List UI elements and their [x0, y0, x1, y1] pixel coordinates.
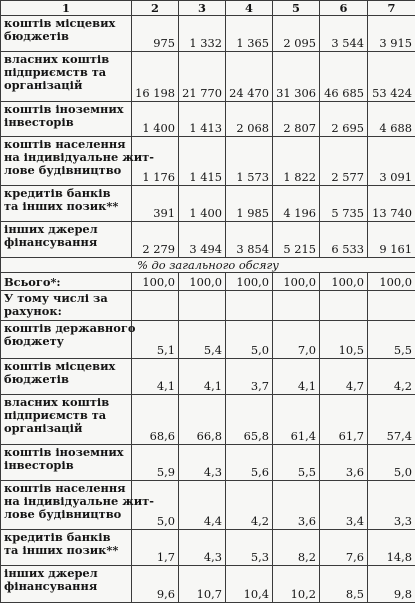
value-cell: 5 215 — [273, 222, 320, 258]
value-cell: 4,3 — [179, 445, 226, 481]
value-cell: 14,8 — [368, 530, 415, 566]
total-value: 100,0 — [132, 273, 179, 291]
value-cell: 68,6 — [132, 395, 179, 445]
value-cell: 10,2 — [273, 566, 320, 603]
value-cell: 4,2 — [226, 481, 273, 530]
value-cell: 3,7 — [226, 359, 273, 395]
value-cell: 13 740 — [368, 186, 415, 222]
value-cell: 5,9 — [132, 445, 179, 481]
value-cell: 9 161 — [368, 222, 415, 258]
value-cell: 975 — [132, 16, 179, 52]
value-cell: 5,4 — [179, 321, 226, 359]
empty-cell — [368, 291, 415, 321]
value-cell: 53 424 — [368, 52, 415, 102]
value-cell: 4,3 — [179, 530, 226, 566]
table-row — [1, 16, 415, 52]
row-label-line: кредитів банків — [4, 530, 111, 544]
row-label — [1, 566, 132, 603]
value-cell: 3 494 — [179, 222, 226, 258]
row-label-line: коштів іноземних — [4, 102, 124, 116]
value-cell: 5,0 — [226, 321, 273, 359]
percent-subheader: % до загального обсягу — [1, 258, 415, 273]
value-cell: 4,4 — [179, 481, 226, 530]
value-cell: 5,0 — [368, 445, 415, 481]
value-cell: 10,5 — [320, 321, 368, 359]
row-label-line: лове будівництво — [4, 507, 121, 521]
value-cell: 24 470 — [226, 52, 273, 102]
empty-cell — [179, 291, 226, 321]
row-label — [1, 16, 132, 52]
value-cell: 5,0 — [132, 481, 179, 530]
value-cell: 1 176 — [132, 137, 179, 186]
total-value: 100,0 — [179, 273, 226, 291]
value-cell: 391 — [132, 186, 179, 222]
value-cell: 10,4 — [226, 566, 273, 603]
value-cell: 21 770 — [179, 52, 226, 102]
table-row — [1, 566, 415, 603]
row-label-line: фінансування — [4, 579, 97, 593]
value-cell: 2 068 — [226, 102, 273, 137]
row-label — [1, 359, 132, 395]
value-cell: 3,6 — [273, 481, 320, 530]
value-cell: 8,2 — [273, 530, 320, 566]
value-cell: 57,4 — [368, 395, 415, 445]
value-cell: 4,1 — [132, 359, 179, 395]
row-label-line: організацій — [4, 421, 82, 435]
row-label-line: власних коштів — [4, 395, 109, 409]
row-label-line: бюджетів — [4, 372, 69, 386]
empty-cell — [320, 291, 368, 321]
value-cell: 7,0 — [273, 321, 320, 359]
row-label-line: підприємств та — [4, 408, 106, 422]
total-row — [1, 273, 415, 291]
table-row — [1, 186, 415, 222]
column-number: 3 — [179, 1, 226, 16]
value-cell: 1 332 — [179, 16, 226, 52]
value-cell: 2 095 — [273, 16, 320, 52]
table-row — [1, 102, 415, 137]
row-label-line: кредитів банків — [4, 186, 111, 200]
total-value: 100,0 — [226, 273, 273, 291]
table-row — [1, 481, 415, 530]
value-cell: 1 573 — [226, 137, 273, 186]
row-label-line: У тому числі за — [4, 291, 108, 305]
value-cell: 3,3 — [368, 481, 415, 530]
value-cell: 3 544 — [320, 16, 368, 52]
value-cell: 2 807 — [273, 102, 320, 137]
column-number: 2 — [132, 1, 179, 16]
column-number: 4 — [226, 1, 273, 16]
row-label-line: інвесторів — [4, 458, 74, 472]
value-cell: 4,7 — [320, 359, 368, 395]
total-value: 100,0 — [368, 273, 415, 291]
column-number: 1 — [1, 1, 132, 16]
value-cell: 7,6 — [320, 530, 368, 566]
row-label — [1, 102, 132, 137]
value-cell: 5,6 — [226, 445, 273, 481]
value-cell: 8,5 — [320, 566, 368, 603]
value-cell: 3,4 — [320, 481, 368, 530]
total-label: Всього*: — [1, 273, 132, 291]
value-cell: 66,8 — [179, 395, 226, 445]
row-label-line: на індивідуальне жит- — [4, 494, 154, 508]
column-number: 7 — [368, 1, 415, 16]
row-label — [1, 481, 132, 530]
including-row — [1, 291, 415, 321]
value-cell: 1 400 — [179, 186, 226, 222]
value-cell: 31 306 — [273, 52, 320, 102]
row-label — [1, 186, 132, 222]
table-row — [1, 222, 415, 258]
row-label-line: підприємств та — [4, 65, 106, 79]
row-label-line: інших джерел — [4, 222, 98, 236]
row-label-line: коштів державного — [4, 321, 135, 335]
value-cell: 61,7 — [320, 395, 368, 445]
percent-subheader-row — [1, 258, 415, 273]
value-cell: 6 533 — [320, 222, 368, 258]
table-row — [1, 395, 415, 445]
value-cell: 5,3 — [226, 530, 273, 566]
empty-cell — [273, 291, 320, 321]
value-cell: 4,2 — [368, 359, 415, 395]
value-cell: 1 822 — [273, 137, 320, 186]
table-row — [1, 445, 415, 481]
row-label-line: власних коштів — [4, 52, 109, 66]
value-cell: 2 279 — [132, 222, 179, 258]
row-label — [1, 52, 132, 102]
table-row — [1, 530, 415, 566]
row-label-line: коштів місцевих — [4, 359, 115, 373]
row-label — [1, 321, 132, 359]
table-row — [1, 52, 415, 102]
empty-cell — [226, 291, 273, 321]
table-row — [1, 321, 415, 359]
value-cell: 5,5 — [273, 445, 320, 481]
value-cell: 46 685 — [320, 52, 368, 102]
row-label — [1, 445, 132, 481]
row-label-line: рахунок: — [4, 304, 62, 318]
row-label-line: організацій — [4, 78, 82, 92]
row-label-line: лове будівництво — [4, 163, 121, 177]
row-label-line: коштів населення — [4, 481, 126, 495]
value-cell: 4 688 — [368, 102, 415, 137]
row-label — [1, 137, 132, 186]
total-value: 100,0 — [320, 273, 368, 291]
value-cell: 61,4 — [273, 395, 320, 445]
row-label — [1, 291, 132, 321]
value-cell: 5 735 — [320, 186, 368, 222]
value-cell: 5,1 — [132, 321, 179, 359]
row-label — [1, 530, 132, 566]
value-cell: 1 413 — [179, 102, 226, 137]
value-cell: 3 915 — [368, 16, 415, 52]
value-cell: 1 400 — [132, 102, 179, 137]
column-number-row — [1, 1, 415, 16]
value-cell: 9,8 — [368, 566, 415, 603]
row-label-line: коштів іноземних — [4, 445, 124, 459]
table-row — [1, 359, 415, 395]
value-cell: 1 985 — [226, 186, 273, 222]
value-cell: 9,6 — [132, 566, 179, 603]
value-cell: 16 198 — [132, 52, 179, 102]
row-label-line: коштів населення — [4, 137, 126, 151]
row-label-line: інвесторів — [4, 115, 74, 129]
row-label — [1, 222, 132, 258]
value-cell: 4,1 — [179, 359, 226, 395]
row-label-line: фінансування — [4, 235, 97, 249]
row-label-line: бюджетів — [4, 29, 69, 43]
column-number: 5 — [273, 1, 320, 16]
value-cell: 2 577 — [320, 137, 368, 186]
value-cell: 3 091 — [368, 137, 415, 186]
empty-cell — [132, 291, 179, 321]
value-cell: 1 365 — [226, 16, 273, 52]
row-label-line: бюджету — [4, 334, 64, 348]
row-label — [1, 395, 132, 445]
value-cell: 3 854 — [226, 222, 273, 258]
value-cell: 4,1 — [273, 359, 320, 395]
row-label-line: та інших позик** — [4, 199, 118, 213]
total-value: 100,0 — [273, 273, 320, 291]
value-cell: 10,7 — [179, 566, 226, 603]
row-label-line: коштів місцевих — [4, 16, 115, 30]
row-label-line: та інших позик** — [4, 543, 118, 557]
value-cell: 5,5 — [368, 321, 415, 359]
column-number: 6 — [320, 1, 368, 16]
row-label-line: інших джерел — [4, 566, 98, 580]
value-cell: 3,6 — [320, 445, 368, 481]
value-cell: 65,8 — [226, 395, 273, 445]
value-cell: 1 415 — [179, 137, 226, 186]
value-cell: 1,7 — [132, 530, 179, 566]
table-row — [1, 137, 415, 186]
value-cell: 2 695 — [320, 102, 368, 137]
row-label-line: на індивідуальне жит- — [4, 150, 154, 164]
value-cell: 4 196 — [273, 186, 320, 222]
